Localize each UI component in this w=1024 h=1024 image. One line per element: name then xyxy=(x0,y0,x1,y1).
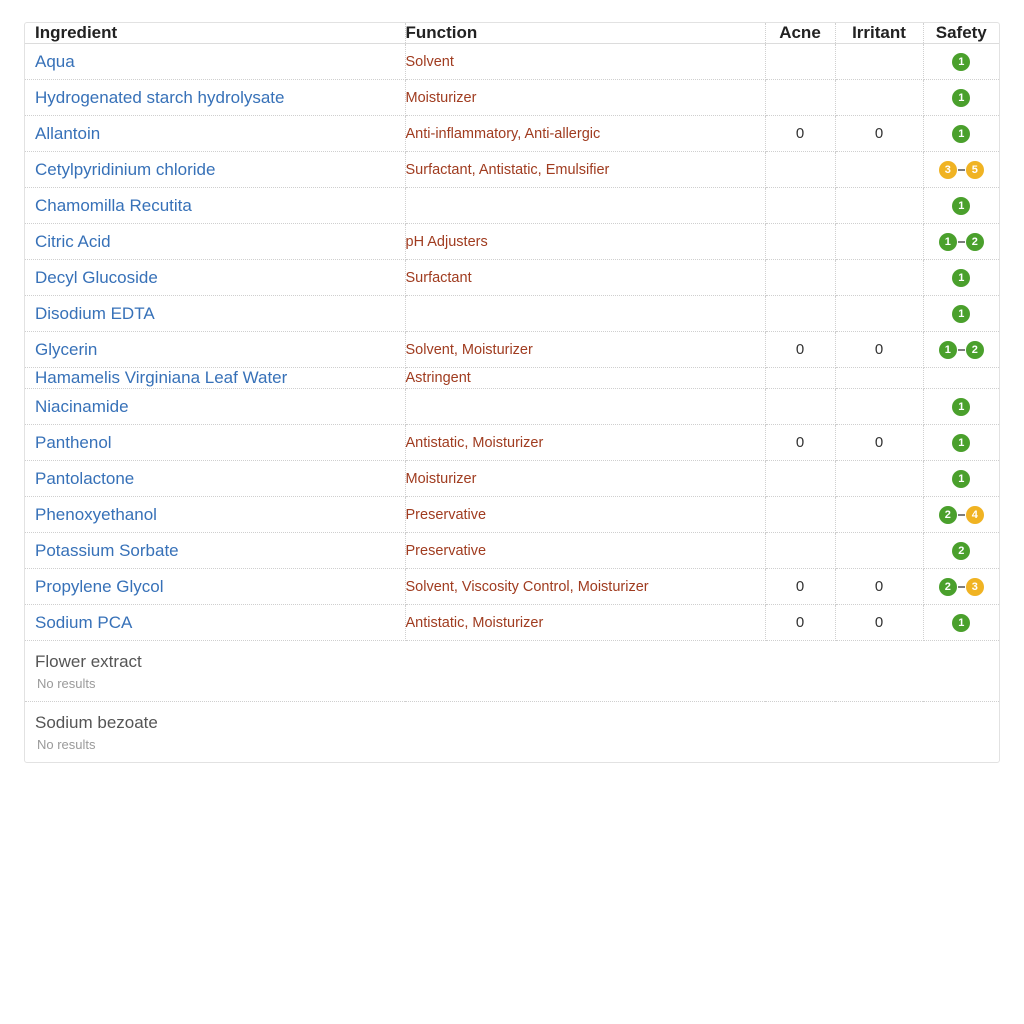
acne-rating xyxy=(765,368,835,389)
safety-badge-group xyxy=(939,161,984,179)
ingredient-function: pH Adjusters xyxy=(405,224,765,260)
ingredient-link[interactable]: Niacinamide xyxy=(25,389,405,425)
ingredient-function xyxy=(405,389,765,425)
ingredient-card xyxy=(24,22,1000,763)
table-row-no-results xyxy=(25,641,999,702)
ingredient-link[interactable]: Phenoxyethanol xyxy=(25,497,405,533)
irritant-rating xyxy=(835,368,923,389)
safety-badge: 1 xyxy=(952,614,970,632)
table-row xyxy=(25,260,999,296)
ingredient-function: Antistatic, Moisturizer xyxy=(405,605,765,641)
safety-badge: 1 xyxy=(939,341,957,359)
table-row xyxy=(25,389,999,425)
table-row xyxy=(25,116,999,152)
irritant-rating xyxy=(835,296,923,332)
safety-rating xyxy=(923,605,999,641)
safety-badge: 1 xyxy=(952,305,970,323)
acne-rating: 0 xyxy=(765,116,835,152)
safety-badge: 1 xyxy=(952,269,970,287)
safety-badge-group xyxy=(952,542,970,560)
safety-badge-group xyxy=(952,125,970,143)
range-dash-icon xyxy=(958,241,965,243)
irritant-rating xyxy=(835,461,923,497)
ingredient-function: Solvent, Moisturizer xyxy=(405,332,765,368)
column-header-function: Function xyxy=(405,23,765,44)
table-row xyxy=(25,533,999,569)
safety-badge-group xyxy=(939,233,984,251)
safety-badge: 1 xyxy=(952,197,970,215)
acne-rating xyxy=(765,152,835,188)
irritant-rating: 0 xyxy=(835,332,923,368)
irritant-rating: 0 xyxy=(835,116,923,152)
ingredient-link[interactable]: Panthenol xyxy=(25,425,405,461)
ingredient-link[interactable]: Aqua xyxy=(25,44,405,80)
acne-rating xyxy=(765,461,835,497)
ingredient-function: Preservative xyxy=(405,533,765,569)
ingredient-function: Antistatic, Moisturizer xyxy=(405,425,765,461)
no-results-cell xyxy=(25,701,999,761)
irritant-rating xyxy=(835,260,923,296)
ingredient-link[interactable]: Hamamelis Virginiana Leaf Water xyxy=(25,368,405,389)
safety-badge: 2 xyxy=(952,542,970,560)
ingredient-function: Solvent xyxy=(405,44,765,80)
column-header-irritant: Irritant xyxy=(835,23,923,44)
table-row xyxy=(25,368,999,389)
table-row xyxy=(25,461,999,497)
ingredient-function xyxy=(405,188,765,224)
irritant-rating xyxy=(835,389,923,425)
acne-rating xyxy=(765,260,835,296)
no-results-note: No results xyxy=(37,675,96,691)
table-row xyxy=(25,296,999,332)
safety-rating xyxy=(923,497,999,533)
acne-rating xyxy=(765,44,835,80)
table-row xyxy=(25,569,999,605)
range-dash-icon xyxy=(958,169,965,171)
safety-badge-group xyxy=(952,305,970,323)
ingredient-link[interactable]: Decyl Glucoside xyxy=(25,260,405,296)
no-results-note: No results xyxy=(37,736,96,752)
ingredient-name-unmatched: Sodium bezoate xyxy=(35,712,158,732)
safety-rating xyxy=(923,260,999,296)
ingredient-function: Moisturizer xyxy=(405,461,765,497)
acne-rating: 0 xyxy=(765,425,835,461)
safety-badge: 5 xyxy=(966,161,984,179)
irritant-rating: 0 xyxy=(835,425,923,461)
no-results-cell xyxy=(25,641,999,702)
ingredient-function xyxy=(405,296,765,332)
safety-badge-group xyxy=(939,341,984,359)
acne-rating xyxy=(765,296,835,332)
acne-rating xyxy=(765,497,835,533)
acne-rating xyxy=(765,188,835,224)
table-row xyxy=(25,332,999,368)
table-body xyxy=(25,44,999,762)
ingredient-link[interactable]: Glycerin xyxy=(25,332,405,368)
safety-rating xyxy=(923,368,999,389)
safety-rating xyxy=(923,224,999,260)
ingredient-link[interactable]: Citric Acid xyxy=(25,224,405,260)
acne-rating xyxy=(765,389,835,425)
ingredient-function: Anti-inflammatory, Anti-allergic xyxy=(405,116,765,152)
ingredient-link[interactable]: Sodium PCA xyxy=(25,605,405,641)
acne-rating: 0 xyxy=(765,332,835,368)
safety-badge-group xyxy=(939,506,984,524)
table-header-row xyxy=(25,23,999,44)
ingredient-table xyxy=(25,23,999,762)
safety-rating xyxy=(923,188,999,224)
table-row xyxy=(25,152,999,188)
safety-rating xyxy=(923,44,999,80)
safety-badge: 4 xyxy=(966,506,984,524)
irritant-rating xyxy=(835,80,923,116)
ingredient-link[interactable]: Hydrogenated starch hydrolysate xyxy=(25,80,405,116)
safety-rating xyxy=(923,461,999,497)
irritant-rating xyxy=(835,533,923,569)
table-row-no-results xyxy=(25,701,999,761)
ingredient-link[interactable]: Allantoin xyxy=(25,116,405,152)
safety-badge-group xyxy=(952,470,970,488)
safety-rating xyxy=(923,80,999,116)
column-header-safety: Safety xyxy=(923,23,999,44)
acne-rating: 0 xyxy=(765,569,835,605)
irritant-rating xyxy=(835,224,923,260)
table-row xyxy=(25,605,999,641)
safety-badge-group xyxy=(952,269,970,287)
ingredient-function: Solvent, Viscosity Control, Moisturizer xyxy=(405,569,765,605)
safety-badge: 3 xyxy=(966,578,984,596)
safety-badge: 1 xyxy=(952,53,970,71)
table-row xyxy=(25,44,999,80)
safety-badge-group xyxy=(952,434,970,452)
ingredient-link[interactable]: Chamomilla Recutita xyxy=(25,188,405,224)
acne-rating xyxy=(765,533,835,569)
safety-badge: 2 xyxy=(939,506,957,524)
table-row xyxy=(25,224,999,260)
safety-badge-group xyxy=(952,197,970,215)
table-header xyxy=(25,23,999,44)
table-row xyxy=(25,425,999,461)
safety-badge: 3 xyxy=(939,161,957,179)
safety-badge-group xyxy=(952,398,970,416)
safety-rating xyxy=(923,569,999,605)
safety-rating xyxy=(923,332,999,368)
ingredient-link[interactable]: Pantolactone xyxy=(25,461,405,497)
irritant-rating xyxy=(835,44,923,80)
column-header-acne: Acne xyxy=(765,23,835,44)
safety-badge: 1 xyxy=(952,125,970,143)
safety-rating xyxy=(923,389,999,425)
irritant-rating xyxy=(835,188,923,224)
acne-rating xyxy=(765,80,835,116)
safety-badge: 1 xyxy=(939,233,957,251)
table-row xyxy=(25,497,999,533)
ingredient-name-unmatched: Flower extract xyxy=(35,652,142,671)
safety-badge: 1 xyxy=(952,89,970,107)
range-dash-icon xyxy=(958,349,965,351)
ingredient-link[interactable]: Disodium EDTA xyxy=(25,296,405,332)
safety-badge: 1 xyxy=(952,398,970,416)
irritant-rating xyxy=(835,152,923,188)
ingredient-function: Moisturizer xyxy=(405,80,765,116)
acne-rating xyxy=(765,224,835,260)
safety-badge: 2 xyxy=(966,233,984,251)
ingredient-function: Preservative xyxy=(405,497,765,533)
column-header-ingredient: Ingredient xyxy=(25,23,405,44)
range-dash-icon xyxy=(958,586,965,588)
safety-rating xyxy=(923,425,999,461)
safety-badge: 1 xyxy=(952,470,970,488)
safety-rating xyxy=(923,116,999,152)
ingredient-function: Surfactant xyxy=(405,260,765,296)
safety-badge-group xyxy=(952,614,970,632)
table-row xyxy=(25,80,999,116)
safety-badge-group xyxy=(939,578,984,596)
safety-badge: 2 xyxy=(966,341,984,359)
ingredient-link[interactable]: Cetylpyridinium chloride xyxy=(25,152,405,188)
irritant-rating: 0 xyxy=(835,605,923,641)
ingredient-link[interactable]: Propylene Glycol xyxy=(25,569,405,605)
range-dash-icon xyxy=(958,514,965,516)
safety-rating xyxy=(923,533,999,569)
safety-rating xyxy=(923,296,999,332)
ingredient-function: Surfactant, Antistatic, Emulsifier xyxy=(405,152,765,188)
irritant-rating: 0 xyxy=(835,569,923,605)
irritant-rating xyxy=(835,497,923,533)
ingredient-link[interactable]: Potassium Sorbate xyxy=(25,533,405,569)
safety-rating xyxy=(923,152,999,188)
safety-badge-group xyxy=(952,53,970,71)
safety-badge: 1 xyxy=(952,434,970,452)
table-row xyxy=(25,188,999,224)
ingredient-function: Astringent xyxy=(405,368,765,389)
acne-rating: 0 xyxy=(765,605,835,641)
safety-badge-group xyxy=(952,89,970,107)
safety-badge: 2 xyxy=(939,578,957,596)
